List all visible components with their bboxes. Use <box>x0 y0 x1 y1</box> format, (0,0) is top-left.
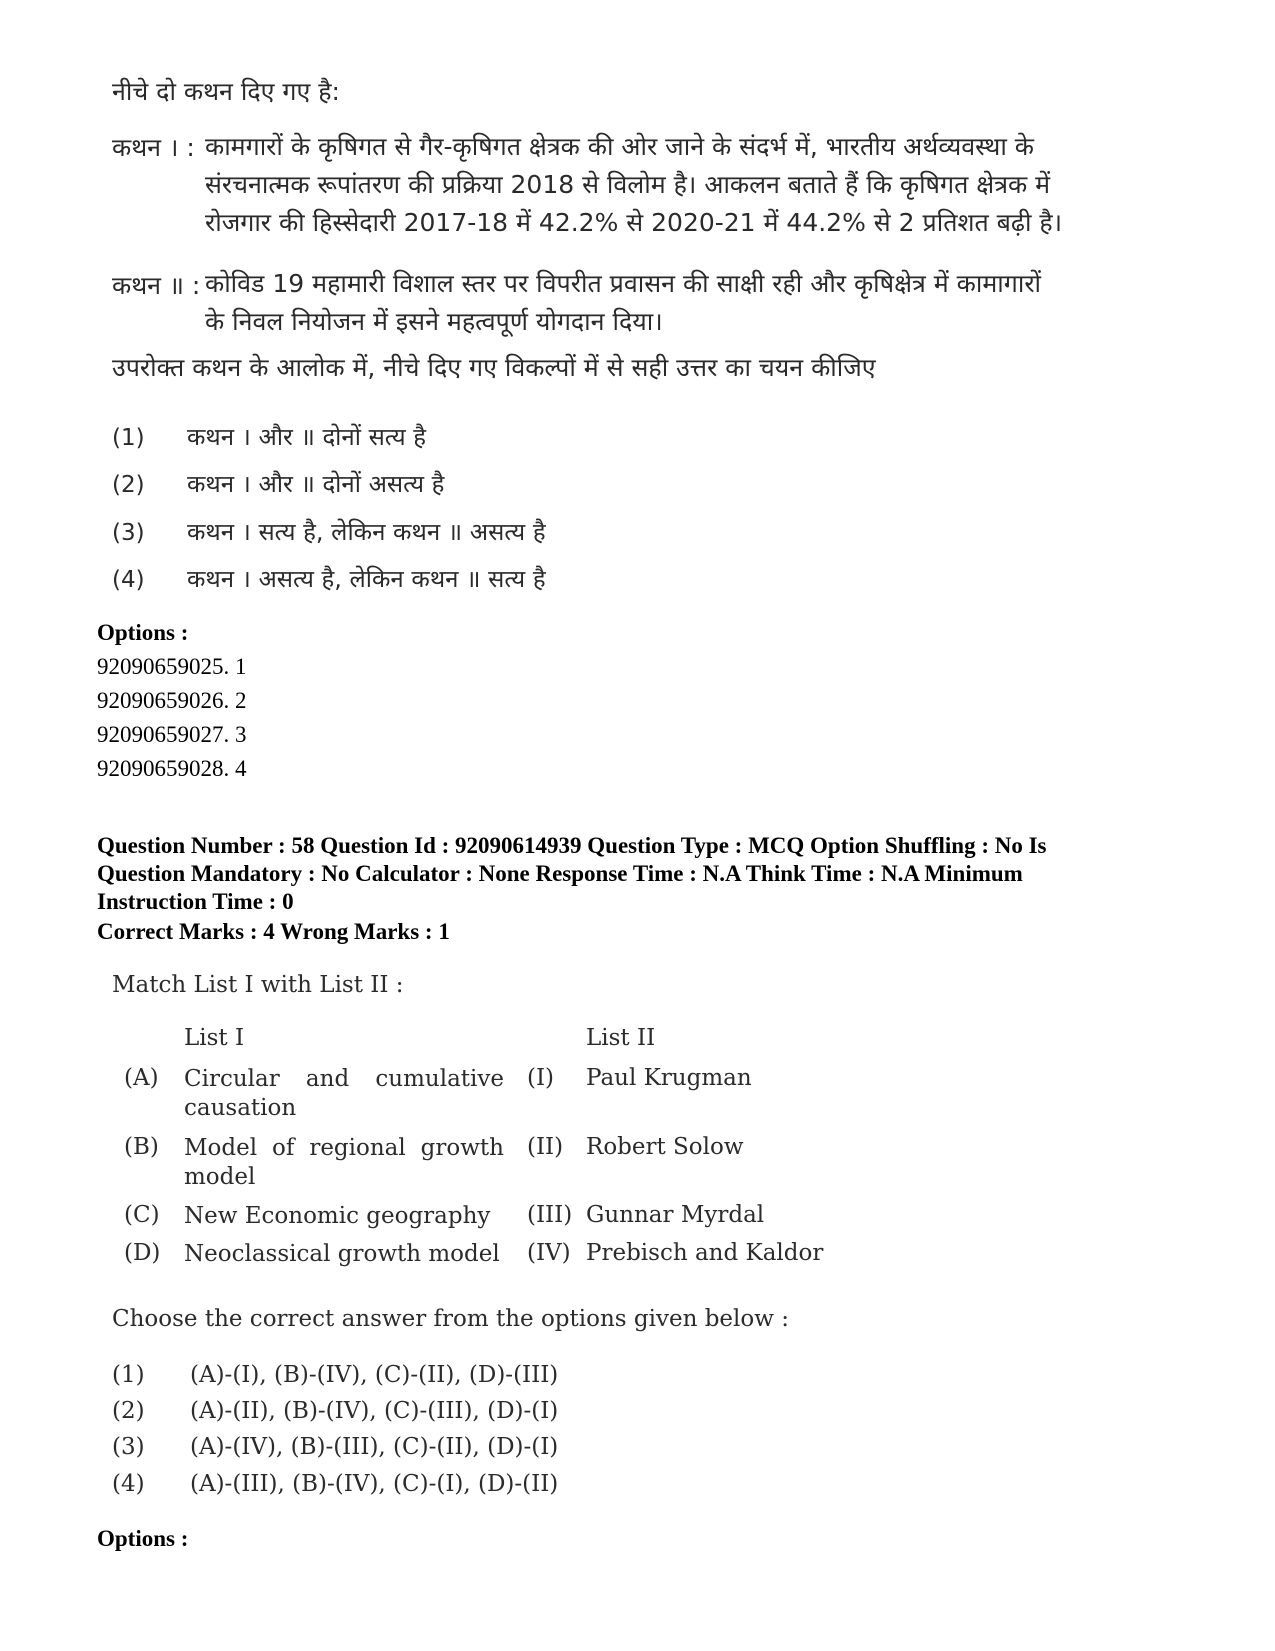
question-meta <box>97 832 1207 916</box>
statement-2-label: कथन ॥ : <box>112 271 201 300</box>
question-meta-line: Instruction Time : 0 <box>97 889 294 914</box>
q1-options-label: Options : <box>97 620 189 645</box>
q1-option-code: 92090659026. 2 <box>97 688 247 713</box>
statement-1-label: कथन । : <box>112 133 195 162</box>
list-2-header: List II <box>586 1025 656 1051</box>
q1-option-code: 92090659025. 1 <box>97 654 247 679</box>
question-meta-line: Question Number : 58 Question Id : 92090614939 Question Type : MCQ Option Shuffling : No Is <box>97 833 1047 858</box>
match-row-item <box>184 1134 504 1192</box>
match-row-item <box>184 1065 504 1123</box>
q2-choice-number: (2) <box>112 1398 145 1424</box>
question-marks: Correct Marks : 4 Wrong Marks : 1 <box>97 919 450 944</box>
q1-choice-number: (1) <box>112 425 145 451</box>
q1-choice-text: कथन । और ॥ दोनों असत्य है <box>187 470 445 498</box>
match-row-item-line: Model of regional growth <box>184 1135 504 1161</box>
q1-option-code: 92090659028. 4 <box>97 756 247 781</box>
match-row-item-line: Neoclassical growth model <box>184 1241 500 1267</box>
match-row-item-line: New Economic geography <box>184 1203 491 1229</box>
match-row-item-line: Circular and cumulative <box>184 1066 504 1092</box>
statement-1-line: संरचनात्मक रूपांतरण की प्रक्रिया 2018 से विलोम है। आकलन बताते हैं कि कृषिगत क्षेत्रक में <box>205 170 1051 199</box>
match-row-roman: (III) <box>527 1202 573 1228</box>
q2-choice-text: (A)-(IV), (B)-(III), (C)-(II), (D)-(I) <box>190 1434 559 1460</box>
q1-choice-number: (3) <box>112 520 145 546</box>
statement-2-text <box>205 265 1115 341</box>
q1-choice-number: (4) <box>112 567 145 593</box>
q2-choice-text: (A)-(III), (B)-(IV), (C)-(I), (D)-(II) <box>190 1471 559 1497</box>
statement-1-line: रोजगार की हिस्सेदारी 2017-18 में 42.2% से 2020-21 में 44.2% से 2 प्रतिशत बढ़ी है। <box>205 208 1063 237</box>
match-row-letter: (A) <box>124 1065 159 1091</box>
q1-choice-text: कथन । असत्य है, लेकिन कथन ॥ सत्य है <box>187 565 546 593</box>
q2-choice-text: (A)-(II), (B)-(IV), (C)-(III), (D)-(I) <box>190 1398 559 1424</box>
match-row-roman: (I) <box>527 1065 555 1091</box>
q1-choice-text: कथन । और ॥ दोनों सत्य है <box>187 423 427 451</box>
match-row-letter: (C) <box>124 1202 160 1228</box>
q2-options-label: Options : <box>97 1526 189 1551</box>
q1-choice-text: कथन । सत्य है, लेकिन कथन ॥ असत्य है <box>187 518 546 546</box>
q1-choice-number: (2) <box>112 472 145 498</box>
q2-prompt: Match List I with List II : <box>112 972 404 998</box>
match-row-roman: (IV) <box>527 1240 571 1266</box>
q2-choice-number: (3) <box>112 1434 145 1460</box>
q2-choice-number: (4) <box>112 1471 145 1497</box>
match-row-roman: (II) <box>527 1134 564 1160</box>
question-meta-line: Question Mandatory : No Calculator : None Response Time : N.A Think Time : N.A Minimum <box>97 861 1023 886</box>
q1-intro: नीचे दो कथन दिए गए है: <box>112 77 340 106</box>
q2-choose-text: Choose the correct answer from the options given below : <box>112 1306 789 1332</box>
match-row-item <box>184 1202 504 1231</box>
match-row-match: Robert Solow <box>586 1134 744 1160</box>
match-row-item-line: causation <box>184 1095 297 1121</box>
statement-1-text <box>205 128 1115 242</box>
match-row-item-line: model <box>184 1164 256 1190</box>
q1-instruction: उपरोक्त कथन के आलोक में, नीचे दिए गए विकल्पों में से सही उत्तर का चयन कीजिए <box>112 353 876 382</box>
statement-2-line: कोविड 19 महामारी विशाल स्तर पर विपरीत प्रवासन की साक्षी रही और कृषिक्षेत्र में कामागारों <box>205 269 1042 298</box>
match-row-item <box>184 1240 504 1269</box>
q1-option-code: 92090659027. 3 <box>97 722 247 747</box>
statement-1-line: कामगारों के कृषिगत से गैर-कृषिगत क्षेत्रक की ओर जाने के संदर्भ में, भारतीय अर्थव्यवस्था के <box>205 132 1035 161</box>
match-row-letter: (B) <box>124 1134 159 1160</box>
match-row-match: Gunnar Myrdal <box>586 1202 765 1228</box>
q2-choice-text: (A)-(I), (B)-(IV), (C)-(II), (D)-(III) <box>190 1362 559 1388</box>
statement-2-line: के निवल नियोजन में इसने महत्वपूर्ण योगदान दिया। <box>205 307 663 336</box>
match-row-letter: (D) <box>124 1240 161 1266</box>
match-row-match: Prebisch and Kaldor <box>586 1240 824 1266</box>
q2-choice-number: (1) <box>112 1362 145 1388</box>
match-row-match: Paul Krugman <box>586 1065 752 1091</box>
list-1-header: List I <box>184 1025 245 1051</box>
